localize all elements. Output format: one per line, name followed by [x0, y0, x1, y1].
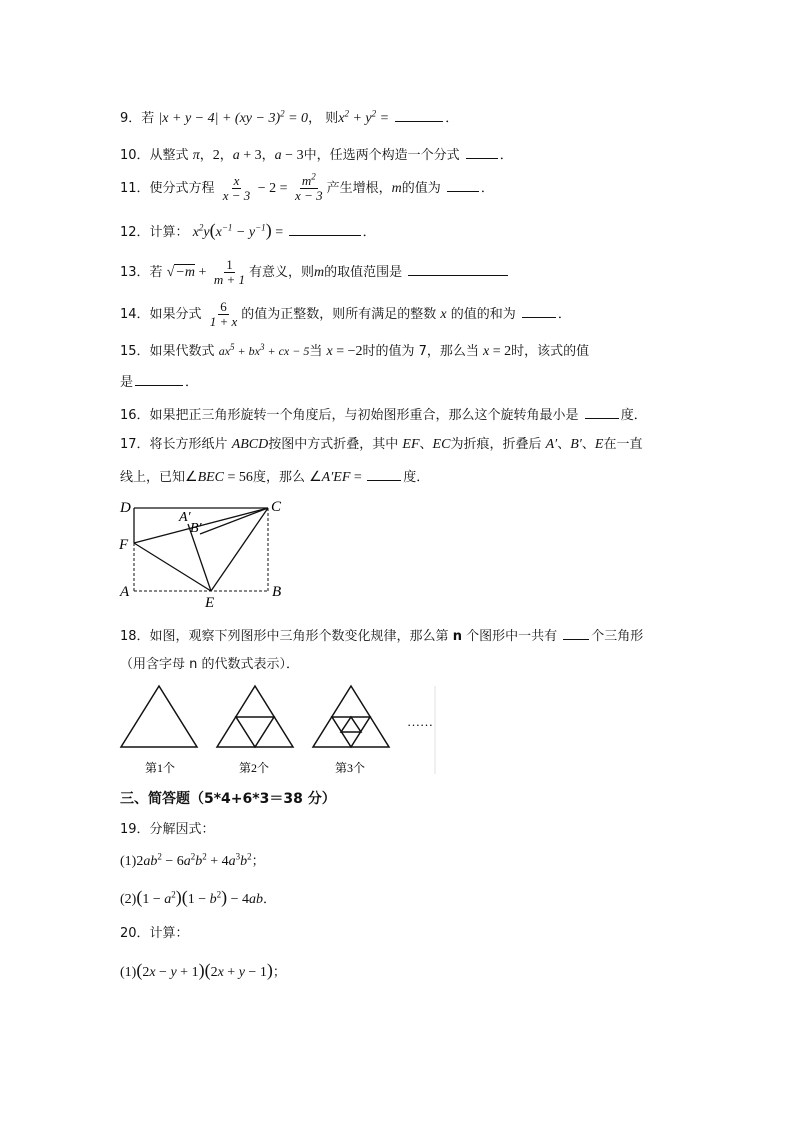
question-9: 9．若 |x + y − 4| + (xy − 3)$^2$ = 0， 则$x^2 + y^2$ = ．: [120, 108, 459, 126]
answer-blank: [408, 262, 508, 276]
formula-9: |x + y − 4| + (xy − 3)$^2$ = 0: [158, 108, 309, 126]
question-19: 19．分解因式：: [120, 822, 215, 837]
caption-3: 第3个: [335, 761, 366, 775]
question-20-part1: (1)(2x − y + 1)(2x + y − 1)；: [120, 960, 286, 980]
label-C: C: [271, 499, 282, 515]
question-18: 18．如图，观察下列图形中三角形个数变化规律，那么第 n 个图形中一共有 个三角形: [120, 626, 643, 647]
label-A: A: [120, 584, 130, 600]
answer-blank: [466, 145, 498, 159]
pattern-2: [217, 686, 293, 747]
label-B: B: [272, 584, 282, 600]
answer-blank: [289, 222, 361, 236]
folding-rectangle-figure: [115, 495, 295, 613]
triangle-pattern-figure: [115, 684, 445, 776]
caption-1: 第1个: [145, 761, 176, 775]
answer-blank: [367, 467, 401, 481]
answer-blank: [563, 626, 589, 640]
label-A-prime: A′: [179, 510, 191, 525]
answer-blank: [447, 178, 479, 192]
section-title: 三、简答题（5*4+6*3＝38 分）: [120, 791, 336, 807]
question-11: 11．使分式方程 $\frac{x}{x - 3}$ − 2 = $\frac{m^2}{x - 3}$ 产生增根，m的值为 ．: [120, 171, 494, 203]
answer-blank: [135, 372, 183, 386]
question-12: 12．计算： $x^2y(x^{-1} - y^{-1})$ = ．: [120, 220, 376, 240]
label-B-prime: B′: [190, 521, 202, 536]
question-17-line2: 线上，已知∠BEC = 56度，那么 ∠A′EF = 度．: [120, 467, 429, 488]
label-F: F: [119, 537, 129, 553]
pattern-3: [313, 686, 389, 747]
continuation-dots: ……: [407, 714, 433, 729]
question-19-part1: $(1)2ab^2 - 6a^2b^2 + 4a^3b^2$；: [120, 851, 265, 869]
label-E: E: [205, 595, 215, 611]
label-D: D: [120, 500, 131, 516]
pattern-1: [121, 686, 197, 747]
question-19-part2: $(2)(1 - a^2)(1 - b^2) - 4ab$．: [120, 887, 277, 907]
question-14: 14．如果分式 $\frac{6}{1 + x}$ 的值为正整数，则所有满足的整数 x 的值的和为 ．: [120, 299, 571, 329]
caption-2: 第2个: [239, 761, 270, 775]
question-18-line2: （用含字母 n 的代数式表示）．: [120, 657, 300, 672]
question-15-line2: 是 ．: [120, 372, 198, 393]
answer-blank: [395, 108, 443, 122]
question-15: 15．如果代数式 $ax^5 + bx^3$ + cx − 5当 x = −2时的值为 7，那么当 x = 2时，该式的值: [120, 342, 590, 359]
question-16: 16．如果把正三角形旋转一个角度后，与初始图形重合，那么这个旋转角最小是 度．: [120, 405, 647, 426]
answer-blank: [522, 304, 556, 318]
question-17: 17．将长方形纸片 ABCD按图中方式折叠，其中 EF、EC为折痕，折叠后 A′、B′、E在一直: [120, 437, 643, 452]
question-10: 10．从整式 π，2，a + 3，a − 3中，任选两个构造一个分式 ．: [120, 145, 513, 166]
question-20: 20．计算：: [120, 926, 189, 941]
question-13: 13．若 √−m + $\frac{1}{m + 1}$ 有意义，则m的取值范围是: [120, 256, 510, 290]
answer-blank: [585, 405, 619, 419]
